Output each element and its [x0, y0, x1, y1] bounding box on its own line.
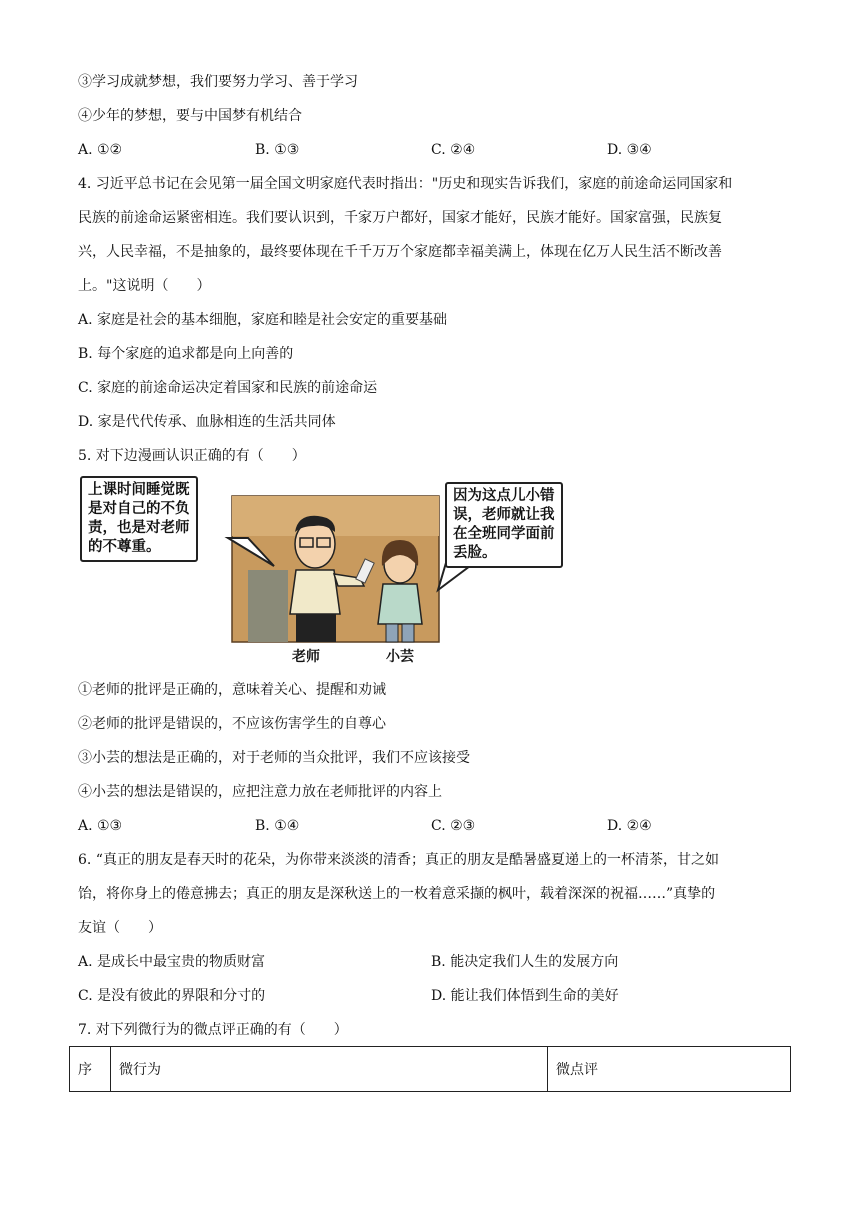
q5-option-c: C. ②③	[431, 818, 476, 834]
q6-stem-line-1: 6. “真正的朋友是春天时的花朵，为你带来淡淡的清香；真正的朋友是酷暑盛夏递上的一杯清茶，甘之如	[78, 852, 719, 868]
q3-item-3: ③学习成就梦想，我们要努力学习、善于学习	[78, 74, 358, 90]
q3-item-4: ④少年的梦想，要与中国梦有机结合	[78, 108, 302, 124]
q3-option-b: B. ①③	[255, 142, 300, 158]
q7-stem: 7. 对下列微行为的微点评正确的有（ ）	[78, 1022, 348, 1038]
q4-option-b: B. 每个家庭的追求都是向上向善的	[78, 346, 294, 362]
q4-stem-line-1: 4. 习近平总书记在会见第一届全国文明家庭代表时指出："历史和现实告诉我们，家庭的前途命运同国家和	[78, 176, 733, 192]
q4-option-c: C. 家庭的前途命运决定着国家和民族的前途命运	[78, 380, 378, 396]
q6-option-d: D. 能让我们体悟到生命的美好	[431, 988, 619, 1004]
student-label: 小芸	[386, 649, 414, 665]
header-index: 序	[70, 1047, 111, 1092]
q6-option-c: C. 是没有彼此的界限和分寸的	[78, 988, 266, 1004]
q5-option-a: A. ①③	[78, 818, 123, 834]
q3-option-d: D. ③④	[607, 142, 652, 158]
q3-option-a: A. ①②	[78, 142, 123, 158]
q6-stem-line-3: 友谊（ ）	[78, 920, 162, 936]
q4-stem-line-3: 兴，人民幸福，不是抽象的，最终要体现在千千万万个家庭都幸福美满上，体现在亿万人民生活不断改善	[78, 244, 722, 260]
q4-option-a: A. 家庭是社会的基本细胞，家庭和睦是社会安定的重要基础	[78, 312, 448, 328]
q5-item-3: ③小芸的想法是正确的，对于老师的当众批评，我们不应该接受	[78, 750, 470, 766]
q5-cartoon	[78, 474, 598, 666]
q4-stem-line-2: 民族的前途命运紧密相连。我们要认识到，千家万户都好，国家才能好，民族才能好。国家富强，民族复	[78, 210, 722, 226]
header-micro-behavior: 微行为	[111, 1047, 548, 1092]
q3-option-c: C. ②④	[431, 142, 476, 158]
q5-item-4: ④小芸的想法是错误的，应把注意力放在老师批评的内容上	[78, 784, 442, 800]
q4-option-d: D. 家是代代传承、血脉相连的生活共同体	[78, 414, 336, 430]
q7-table	[69, 1046, 791, 1092]
teacher-speech-bubble: 上课时间睡觉既 是对自己的不负 责，也是对老师 的不尊重。	[80, 476, 198, 562]
q5-option-b: B. ①④	[255, 818, 300, 834]
header-micro-comment: 微点评	[548, 1047, 791, 1092]
q5-option-d: D. ②④	[607, 818, 652, 834]
table-header-row	[70, 1047, 791, 1092]
teacher-label: 老师	[292, 649, 320, 665]
q6-option-a: A. 是成长中最宝贵的物质财富	[78, 954, 266, 970]
q5-item-2: ②老师的批评是错误的，不应该伤害学生的自尊心	[78, 716, 386, 732]
student-speech-bubble: 因为这点儿小错 误，老师就让我 在全班同学面前 丢脸。	[445, 482, 563, 568]
q5-stem: 5. 对下边漫画认识正确的有（ ）	[78, 448, 306, 464]
q5-item-1: ①老师的批评是正确的，意味着关心、提醒和劝诫	[78, 682, 386, 698]
q6-stem-line-2: 饴，将你身上的倦意拂去；真正的朋友是深秋送上的一枚着意采撷的枫叶，载着深深的祝福……”真挚的	[78, 886, 716, 902]
q4-stem-line-4: 上。"这说明（ ）	[78, 278, 211, 294]
q6-option-b: B. 能决定我们人生的发展方向	[431, 954, 619, 970]
